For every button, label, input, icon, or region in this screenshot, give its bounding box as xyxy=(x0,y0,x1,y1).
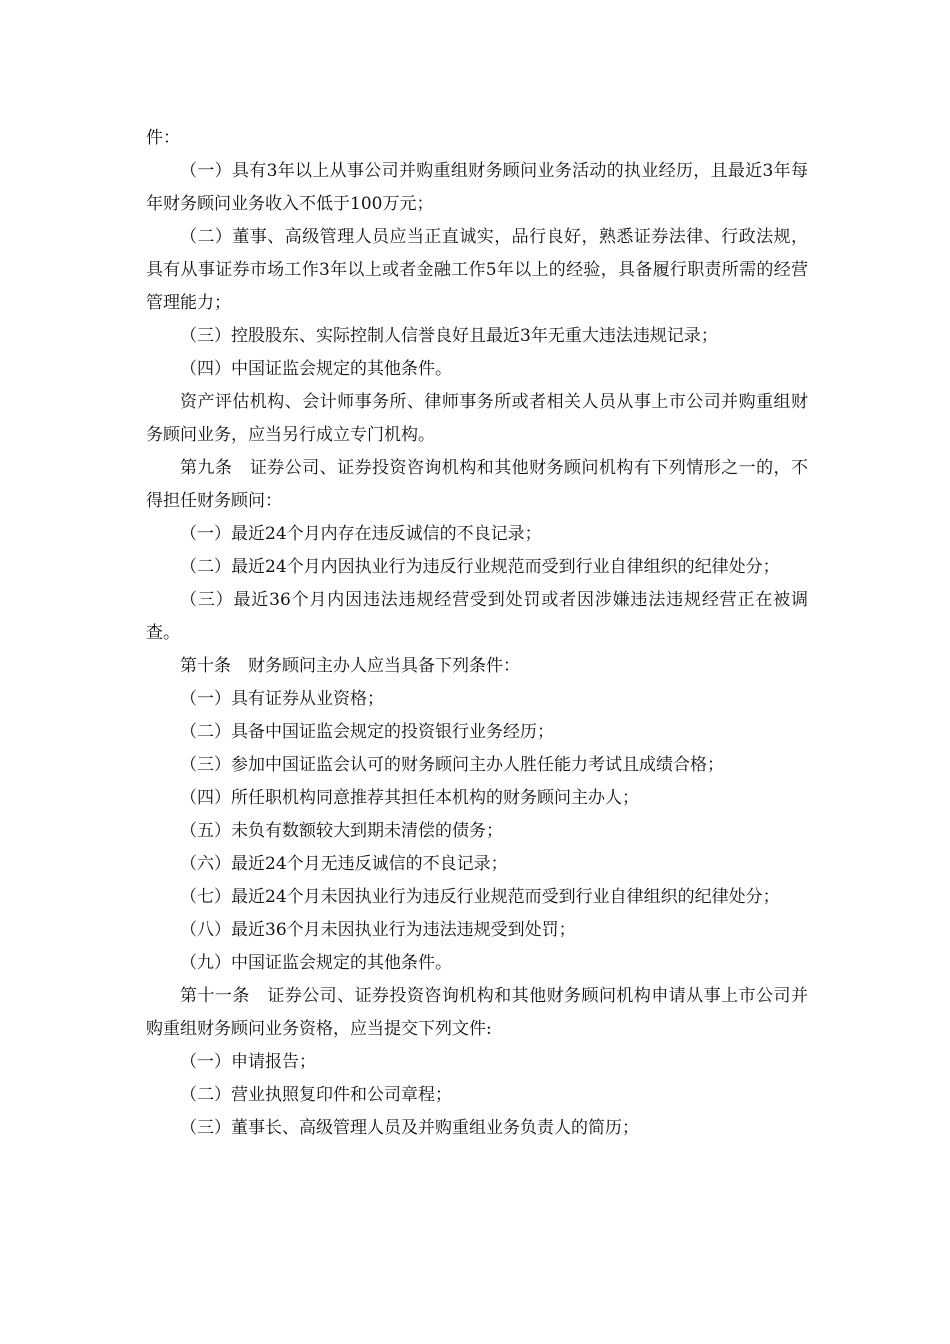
article-10-item-2: （二）具备中国证监会规定的投资银行业务经历； xyxy=(180,722,554,742)
article-10-item-7: （七）最近24个月未因执业行为违反行业规范而受到行业自律组织的纪律处分； xyxy=(180,887,780,907)
article-9-item-2: （二）最近24个月内因执业行为违反行业规范而受到行业自律组织的纪律处分； xyxy=(180,557,780,577)
paragraph-item-3: （三）控股股东、实际控制人信誉良好且最近3年无重大违法违规记录； xyxy=(180,326,718,346)
article-10-item-1: （一）具有证券从业资格； xyxy=(180,689,384,709)
article-10-item-8: （八）最近36个月未因执业行为违法违规受到处罚； xyxy=(180,920,576,940)
article-10: 第十条 财务顾问主办人应当具备下列条件： xyxy=(180,656,520,676)
article-9-item-1: （一）最近24个月内存在违反诚信的不良记录； xyxy=(180,524,542,544)
paragraph-note: 资产评估机构、会计师事务所、律师事务所或者相关人员从事上市公司并购重组财务顾问业务，应当另行成立专门机构。 xyxy=(146,392,808,445)
paragraph-item-1: （一）具有3年以上从事公司并购重组财务顾问业务活动的执业经历，且最近3年每年财务顾问业务收入不低于100万元； xyxy=(146,161,808,214)
document-body xyxy=(146,122,808,1145)
paragraph-item-2: （二）董事、高级管理人员应当正直诚实，品行良好，熟悉证券法律、行政法规，具有从事证券市场工作3年以上或者金融工作5年以上的经验，具备履行职责所需的经营管理能力； xyxy=(146,227,808,313)
article-10-item-5: （五）未负有数额较大到期未清偿的债务； xyxy=(180,821,503,841)
article-11-item-1: （一）申请报告； xyxy=(180,1052,316,1072)
paragraph-item-4: （四）中国证监会规定的其他条件。 xyxy=(180,359,452,379)
article-10-item-3: （三）参加中国证监会认可的财务顾问主办人胜任能力考试且成绩合格； xyxy=(180,755,724,775)
article-11-item-2: （二）营业执照复印件和公司章程； xyxy=(180,1085,452,1105)
article-9-item-3: （三）最近36个月内因违法违规经营受到处罚或者因涉嫌违法违规经营正在被调查。 xyxy=(146,590,808,643)
article-10-item-9: （九）中国证监会规定的其他条件。 xyxy=(180,953,452,973)
article-11: 第十一条 证券公司、证券投资咨询机构和其他财务顾问机构申请从事上市公司并购重组财务顾问业务资格，应当提交下列文件: xyxy=(146,986,808,1039)
article-10-item-6: （六）最近24个月无违反诚信的不良记录； xyxy=(180,854,508,874)
article-9: 第九条 证券公司、证券投资咨询机构和其他财务顾问机构有下列情形之一的，不得担任财务顾问： xyxy=(146,458,808,511)
article-10-item-4: （四）所任职机构同意推荐其担任本机构的财务顾问主办人； xyxy=(180,788,639,808)
article-11-item-3: （三）董事长、高级管理人员及并购重组业务负责人的简历； xyxy=(180,1118,639,1138)
paragraph-continuation: 件： xyxy=(146,128,180,148)
